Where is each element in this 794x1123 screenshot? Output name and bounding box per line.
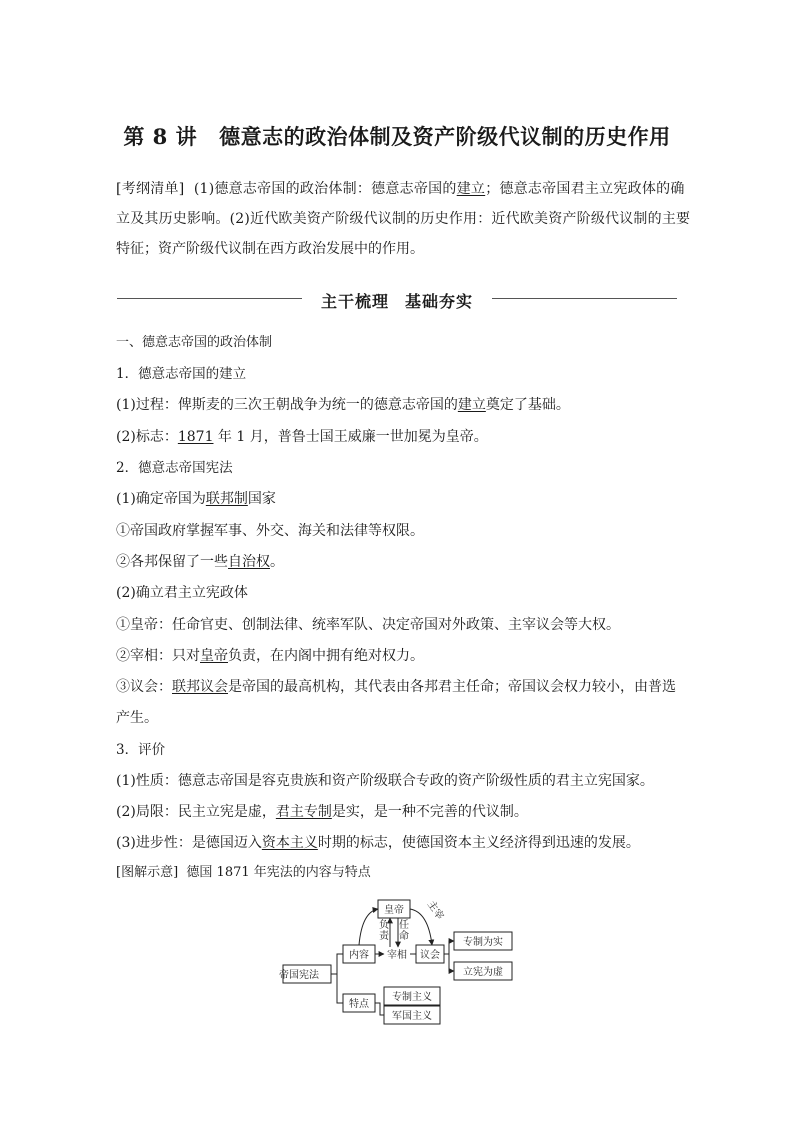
edge-appoint-2: 命 — [399, 931, 409, 942]
para-autonomy: ②各邦保留了一些自治权。 — [116, 554, 284, 570]
lecture-title: 德意志的政治体制及资产阶级代议制的历史作用 — [219, 124, 671, 149]
para-progress: (3)进步性：是德国迈入资本主义时期的标志，使德国资本主义经济得到迅速的发展。 — [116, 835, 640, 851]
para-monarchy: (2)确立君主立宪政体 — [116, 585, 248, 601]
heading-1-3: 3．评价 — [116, 742, 166, 758]
node-chancellor: 宰相 — [387, 950, 407, 961]
figure-caption: [图解示意] 德国 1871 年宪法的内容与特点 — [116, 865, 371, 880]
para-emperor: ①皇帝：任命官吏、创制法律、统率军队、决定帝国对外政策、主宰议会等大权。 — [116, 617, 620, 633]
heading-1: 一、德意志帝国的政治体制 — [116, 335, 273, 350]
edge-appoint-1: 任 — [399, 920, 409, 931]
para-chancellor: ②宰相：只对皇帝负责，在内阁中拥有绝对权力。 — [116, 648, 424, 664]
node-root: 帝国宪法 — [279, 970, 319, 981]
lecture-number: 第 8 讲 — [123, 124, 198, 149]
para-imperial-gov: ①帝国政府掌握军事、外交、海关和法律等权限。 — [116, 523, 424, 539]
figure-label: [图解示意] — [116, 865, 179, 880]
node-features: 特点 — [349, 999, 369, 1010]
node-autocracy: 专制主义 — [392, 992, 432, 1003]
edge-dominate: 主宰 — [424, 899, 446, 922]
edge-responsible-1: 负 — [379, 920, 389, 931]
para-parliament-cont: 产生。 — [116, 710, 158, 726]
node-content: 内容 — [349, 950, 369, 961]
node-constitution-nominal: 立宪为虚 — [463, 967, 503, 978]
para-nature: (1)性质：德意志帝国是容克贵族和资产阶级联合专政的资产阶级性质的君主立宪国家。 — [116, 773, 654, 789]
section-heading: 主干梳理 基础夯实 — [320, 292, 474, 311]
heading-1-1: 1．德意志帝国的建立 — [116, 366, 247, 382]
para-process: (1)过程：俾斯麦的三次王朝战争为统一的德意志帝国的建立奠定了基础。 — [116, 397, 570, 413]
para-limitation: (2)局限：民主立宪是虚，君主专制是实，是一种不完善的代议制。 — [116, 804, 528, 820]
node-emperor: 皇帝 — [384, 905, 404, 916]
node-parliament: 议会 — [420, 950, 440, 961]
syllabus-line-1: [考纲清单] (1)德意志帝国的政治体制：德意志帝国的建立；德意志帝国君主立宪政体的确 — [116, 181, 685, 197]
syllabus-line-2: 立及其历史影响。(2)近代欧美资产阶级代议制的历史作用：近代欧美资产阶级代议制的主要 — [116, 211, 691, 227]
heading-1-2: 2．德意志帝国宪法 — [116, 460, 233, 476]
para-parliament: ③议会：联邦议会是帝国的最高机构，其代表由各邦君主任命；帝国议会权力较小，由普选 — [116, 679, 676, 695]
para-symbol: (2)标志：1871 年 1 月，普鲁士国王威廉一世加冕为皇帝。 — [116, 429, 488, 445]
node-militarism: 军国主义 — [392, 1011, 432, 1022]
constitution-diagram — [270, 890, 530, 1030]
syllabus-label: [考纲清单] — [116, 181, 185, 197]
page-title — [0, 121, 794, 151]
node-autocracy-real: 专制为实 — [463, 937, 503, 948]
para-federal: (1)确定帝国为联邦制国家 — [116, 491, 276, 507]
edge-responsible-2: 责 — [379, 931, 389, 942]
syllabus-line-3: 特征；资产阶级代议制在西方政治发展中的作用。 — [116, 241, 424, 257]
